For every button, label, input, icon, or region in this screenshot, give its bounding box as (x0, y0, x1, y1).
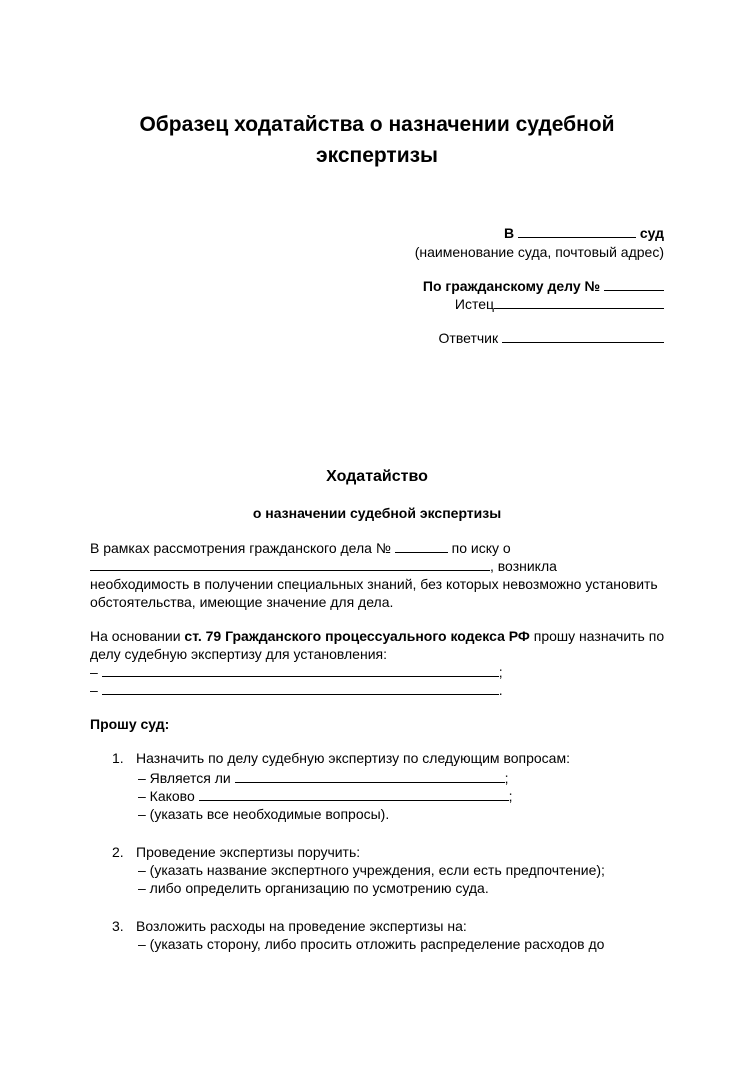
para2-blank-line-1 (90, 664, 503, 680)
defendant-label: Ответчик (438, 330, 499, 346)
question-2-label: – Каково (138, 788, 195, 804)
item-3-number: 3. (112, 918, 124, 934)
para1-line4: обстоятельства, имеющие значение для дела. (90, 594, 394, 610)
item-2-sub-1: – (указать название экспертного учреждения, если есть предпочтение); (138, 862, 605, 878)
item-3-sub-1: – (указать сторону, либо просить отложить распределение расходов до (138, 936, 605, 952)
case-number-blank[interactable] (604, 278, 664, 291)
item-3-text: Возложить расходы на проведение экспертизы на: (136, 918, 467, 934)
para1-line2 (90, 558, 557, 574)
item-2-sub-2: – либо определить организацию по усмотрению суда. (138, 880, 489, 896)
court-line (504, 225, 664, 241)
document-title-line-1: Образец ходатайства о назначении судебной (139, 113, 615, 136)
para1-text-before: В рамках рассмотрения гражданского дела № (90, 540, 391, 556)
item-1-text: Назначить по делу судебную экспертизу по следующим вопросам: (136, 750, 570, 766)
para1-line2-text: , возникла (490, 558, 557, 574)
semicolon: ; (498, 664, 503, 680)
period: . (498, 682, 503, 698)
item-1-sub-2 (138, 788, 513, 804)
plaintiff-blank[interactable] (494, 296, 664, 309)
petition-heading: Ходатайство (326, 468, 428, 485)
item-1-number: 1. (112, 750, 124, 766)
case-number-label: По гражданскому делу № (422, 278, 601, 294)
defendant-line (439, 330, 664, 346)
case-number-line (423, 278, 664, 294)
para1-line1 (90, 540, 511, 556)
establish-blank-2[interactable] (102, 682, 499, 695)
defendant-blank[interactable] (502, 330, 664, 343)
para1-text-after: по иску о (451, 540, 511, 556)
para2-after: прошу назначить по (533, 628, 665, 644)
question-1-label: – Является ли (138, 770, 231, 786)
question-1-blank[interactable] (235, 770, 505, 783)
law-reference: ст. 79 Гражданского процессуального кодекса РФ (184, 628, 530, 644)
petition-subheading: о назначении судебной экспертизы (252, 505, 502, 521)
dash: – (90, 682, 98, 698)
document-title-line-2: экспертизы (316, 144, 438, 167)
court-prefix: В (503, 225, 515, 241)
item-1-sub-3: – (указать все необходимые вопросы). (138, 806, 390, 822)
plaintiff-line (455, 296, 664, 312)
para2-blank-line-2 (90, 682, 503, 698)
semicolon: ; (504, 770, 509, 786)
court-hint: (наименование суда, почтовый адрес) (414, 244, 664, 260)
court-suffix: суд (639, 225, 664, 241)
request-heading: Прошу суд: (90, 716, 170, 732)
court-name-blank[interactable] (518, 225, 636, 238)
item-2-text: Проведение экспертизы поручить: (136, 844, 361, 860)
claim-subject-blank[interactable] (90, 558, 490, 571)
case-number-inline-blank[interactable] (395, 540, 448, 553)
plaintiff-label: Истец (454, 296, 494, 312)
item-1-sub-1 (138, 770, 508, 786)
para1-line3: необходимость в получении специальных знаний, без которых невозможно установить (90, 576, 658, 592)
para2-line1 (90, 628, 664, 644)
question-2-blank[interactable] (199, 788, 509, 801)
establish-blank-1[interactable] (102, 664, 499, 677)
para2-line2: делу судебную экспертизу для установления: (90, 646, 387, 662)
dash: – (90, 664, 98, 680)
para2-before: На основании (90, 628, 181, 644)
item-2-number: 2. (112, 844, 124, 860)
semicolon: ; (508, 788, 513, 804)
